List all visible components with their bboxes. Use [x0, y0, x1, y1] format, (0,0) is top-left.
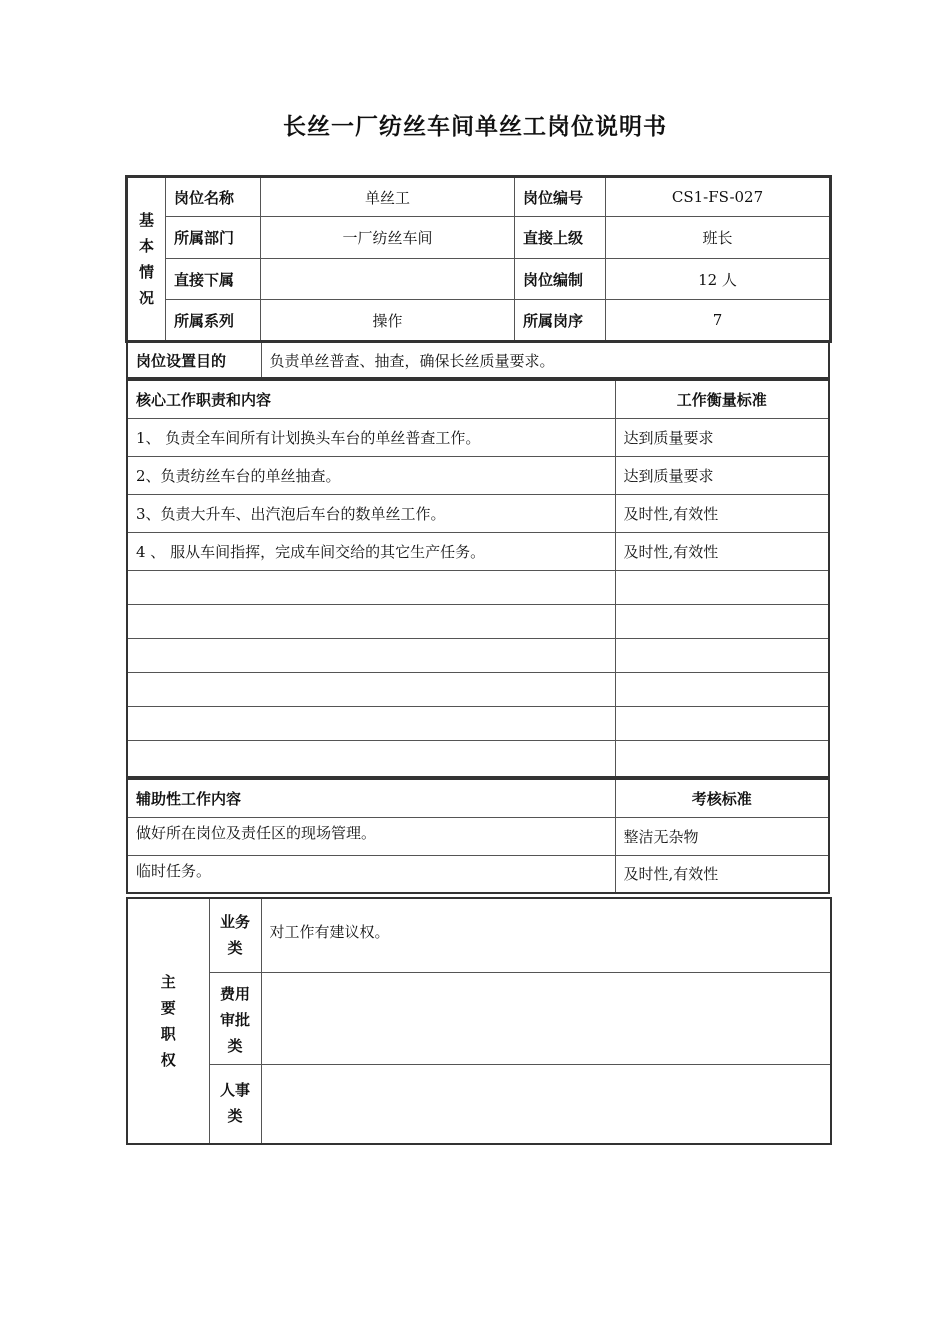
position-name-value: 单丝工: [261, 177, 515, 217]
core-duty: 2、负责纺丝车台的单丝抽查。: [127, 456, 615, 494]
authority-text: [261, 1064, 831, 1144]
core-header: 核心工作职责和内容: [127, 380, 615, 418]
aux-standard: 整洁无杂物: [615, 817, 829, 855]
position-code-value: CS1-FS-027: [606, 177, 831, 217]
table-row: [127, 532, 829, 570]
core-duty: 3、负责大升车、出汽泡后车台的数单丝工作。: [127, 494, 615, 532]
sequence-label: 所属岗序: [515, 300, 606, 342]
authority-text: 对工作有建议权。: [261, 898, 831, 972]
table-row: [127, 456, 829, 494]
empty-row: [127, 638, 829, 672]
empty-cell: [615, 672, 829, 706]
authority-label: 主要职权: [127, 898, 209, 1144]
sequence-value: 7: [606, 300, 831, 342]
position-name-label: 岗位名称: [166, 177, 261, 217]
empty-row: [127, 672, 829, 706]
authority-type: 人事类: [209, 1064, 261, 1144]
authority-text: [261, 972, 831, 1064]
empty-cell: [127, 638, 615, 672]
empty-cell: [615, 570, 829, 604]
headcount-value: 12 人: [606, 259, 831, 300]
table-row: [127, 855, 829, 893]
empty-cell: [615, 638, 829, 672]
subordinate-value: [261, 259, 515, 300]
position-code-label: 岗位编号: [515, 177, 606, 217]
table-row: [127, 418, 829, 456]
empty-cell: [127, 706, 615, 740]
headcount-label: 岗位编制: [515, 259, 606, 300]
table-row: [127, 494, 829, 532]
empty-cell: [615, 604, 829, 638]
aux-standard-header: 考核标准: [615, 779, 829, 817]
page-title: 长丝一厂纺丝车间单丝工岗位说明书: [283, 114, 667, 140]
empty-cell: [615, 740, 829, 777]
core-standard: 达到质量要求: [615, 456, 829, 494]
subordinate-label: 直接下属: [166, 259, 261, 300]
aux-content: 做好所在岗位及责任区的现场管理。: [127, 817, 615, 855]
empty-cell: [127, 672, 615, 706]
core-standard: 及时性,有效性: [615, 494, 829, 532]
empty-cell: [127, 740, 615, 777]
purpose-table: [126, 341, 830, 379]
empty-cell: [127, 604, 615, 638]
purpose-text: 负责单丝普查、抽查，确保长丝质量要求。: [261, 342, 829, 378]
empty-row: [127, 604, 829, 638]
basic-info-table: [125, 175, 832, 343]
series-label: 所属系列: [166, 300, 261, 342]
superior-value: 班长: [606, 217, 831, 259]
series-value: 操作: [261, 300, 515, 342]
superior-label: 直接上级: [515, 217, 606, 259]
aux-standard: 及时性,有效性: [615, 855, 829, 893]
core-standard: 及时性,有效性: [615, 532, 829, 570]
authority-type: 费用审批类: [209, 972, 261, 1064]
aux-content: 临时任务。: [127, 855, 615, 893]
core-standard: 达到质量要求: [615, 418, 829, 456]
authority-table: [126, 897, 832, 1145]
core-duties-table: [126, 379, 830, 778]
empty-row: [127, 706, 829, 740]
core-standard-header: 工作衡量标准: [615, 380, 829, 418]
authority-type: 业务类: [209, 898, 261, 972]
table-row: [127, 817, 829, 855]
purpose-label: 岗位设置目的: [127, 342, 261, 378]
core-duty: 4 、 服从车间指挥，完成车间交给的其它生产任务。: [127, 532, 615, 570]
empty-cell: [615, 706, 829, 740]
empty-row: [127, 570, 829, 604]
department-value: 一厂纺丝车间: [261, 217, 515, 259]
basic-section-label: 基本情况: [127, 177, 166, 342]
department-label: 所属部门: [166, 217, 261, 259]
empty-cell: [127, 570, 615, 604]
empty-row: [127, 740, 829, 777]
core-duty: 1、 负责全车间所有计划换头车台的单丝普查工作。: [127, 418, 615, 456]
aux-work-table: [126, 778, 830, 894]
aux-header: 辅助性工作内容: [127, 779, 615, 817]
